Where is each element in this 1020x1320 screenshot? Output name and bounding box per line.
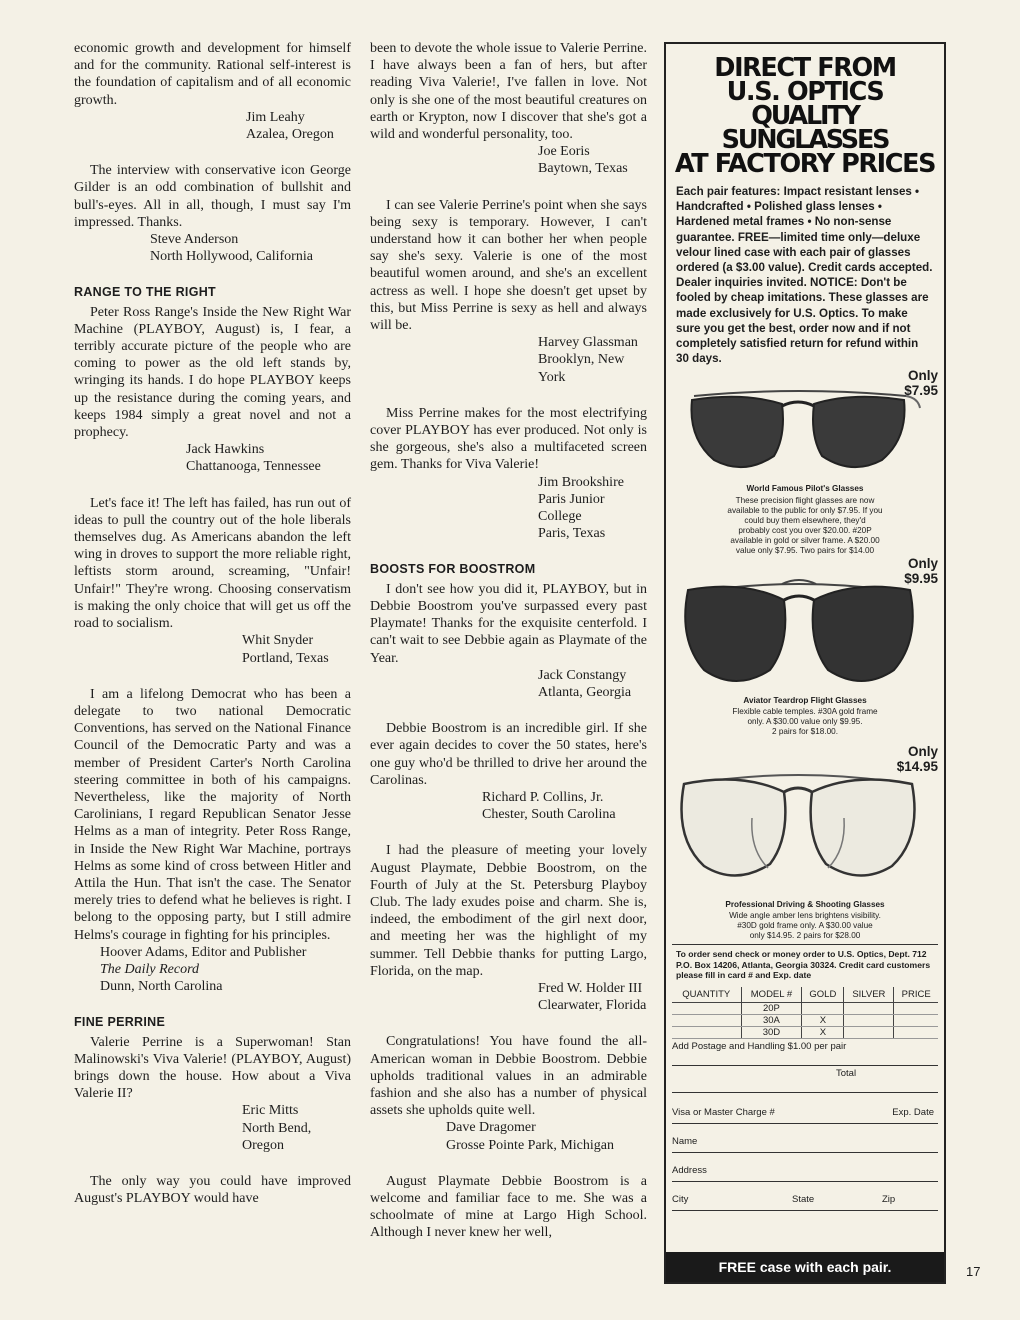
desc-line: Flexible cable temples. #30A gold frame xyxy=(732,707,878,717)
signature-line: Chester, South Carolina xyxy=(482,807,616,823)
product-name: World Famous Pilot's Glasses xyxy=(746,484,864,494)
total-line xyxy=(672,1066,938,1093)
letter-body: Congratulations! You have found the all-American woman in Debbie Boostrom. Debbie upholds traditional values in an admirable fashion and she also has a number of physical assets she upholds quite well. xyxy=(370,1034,647,1119)
order-cell[interactable] xyxy=(894,1026,938,1038)
city-state-zip-field[interactable] xyxy=(672,1182,938,1211)
ad-headline-line: U.S. OPTICS xyxy=(726,77,884,107)
page-number: 17 xyxy=(966,1264,981,1279)
signature-line: Hoover Adams, Editor and Publisher xyxy=(100,944,307,960)
desc-line: value only $7.95. Two pairs for $14.00 xyxy=(735,546,875,556)
card-label: Visa or Master Charge # xyxy=(672,1106,775,1118)
letter xyxy=(370,405,647,543)
order-cell[interactable] xyxy=(894,1002,938,1014)
signature-line: Steve Anderson xyxy=(150,232,239,248)
signature-line: Grosse Pointe Park, Michigan xyxy=(446,1137,614,1153)
product-name: Professional Driving & Shooting Glasses xyxy=(725,900,885,910)
price-label: Only xyxy=(907,556,938,572)
address-label: Address xyxy=(672,1164,707,1176)
product-name: Aviator Teardrop Flight Glasses xyxy=(743,696,867,706)
desc-line: These precision flight glasses are now xyxy=(735,496,875,506)
letter-body: Let's face it! The left has failed, has run out of ideas to pull the country out of the hole liberals themselves dug. As Americans abandon the left wing in droves to support the more reliable right, leftists storm around, screaming, "Unfair! Unfair!" They're wrong. Choosing conservatism is making the only choice that will get us off the road to socialism. xyxy=(74,495,351,632)
pilot-glasses-icon xyxy=(674,378,924,473)
signature-line: Whit Snyder xyxy=(242,633,314,649)
signature-line: Paris, Texas xyxy=(538,526,606,542)
signature-line: Paris Junior College xyxy=(538,491,605,525)
product-aviator-glasses xyxy=(666,548,944,738)
ad-headline xyxy=(666,53,944,179)
desc-line: only. A $30.00 value only $9.95. xyxy=(747,717,863,727)
letter-signature xyxy=(370,143,647,177)
signature-line: The Daily Record xyxy=(100,961,200,977)
sunglasses-advertisement xyxy=(664,42,946,1284)
postage-line xyxy=(672,1039,938,1066)
order-table-header: SILVER xyxy=(844,987,894,1003)
letter xyxy=(370,1173,647,1242)
order-cell: 30A xyxy=(741,1014,802,1026)
desc-line: available in gold or silver frame. A $20.00 xyxy=(730,536,880,546)
letter-signature xyxy=(74,1102,351,1154)
order-instructions: To order send check or money order to U.S. Optics, Dept. 712 P.O. Box 14206, Atlanta, Georgia 30324. Credit card customers please fill in card # and Exp. date xyxy=(676,949,931,981)
section-heading: RANGE TO THE RIGHT xyxy=(74,285,216,300)
letter xyxy=(370,561,647,701)
letter-body: Peter Ross Range's Inside the New Right War Machine (PLAYBOY, August) is, I fear, a terribly accurate picture of the people who are coming to power as the old left stands by, wringing its hands. I do hope PLAYBOY keeps up the resistance during the coming years, and keeps 1984 simply a great novel and not a prophecy. xyxy=(74,304,351,441)
state-label: State xyxy=(792,1193,815,1205)
product-description xyxy=(666,496,944,556)
desc-line: 2 pairs for $18.00. xyxy=(772,727,838,737)
signature-line: Eric Mitts xyxy=(242,1103,299,1119)
order-row xyxy=(672,1014,938,1026)
order-cell[interactable] xyxy=(844,1014,894,1026)
order-table-header: QUANTITY xyxy=(672,987,741,1003)
order-table xyxy=(672,987,938,1039)
signature-line: Atlanta, Georgia xyxy=(538,684,632,700)
order-table-header: GOLD xyxy=(802,987,844,1003)
letter xyxy=(74,284,351,475)
letter-signature xyxy=(74,944,351,996)
signature-line: Chattanooga, Tennessee xyxy=(186,459,321,475)
address-field[interactable] xyxy=(672,1153,938,1182)
signature-line: Richard P. Collins, Jr. xyxy=(482,789,604,805)
price-label: Only xyxy=(907,744,938,760)
order-row xyxy=(672,1002,938,1014)
signature-line: Harvey Glassman xyxy=(538,335,638,351)
letter-signature xyxy=(370,474,647,543)
desc-line: #30D gold frame only. A $30.00 value xyxy=(737,921,873,931)
price-value: $7.95 xyxy=(904,383,938,399)
order-cell[interactable] xyxy=(844,1026,894,1038)
order-cell[interactable] xyxy=(844,1002,894,1014)
order-cell[interactable] xyxy=(894,1014,938,1026)
letter-body: I don't see how you did it, PLAYBOY, but in Debbie Boostrom you've surpassed every past Playmate! Thanks for the exquisite centerfold. I can't wait to see Debbie again as Playmate of the Year. xyxy=(370,581,647,666)
signature-line: North Bend, Oregon xyxy=(242,1120,312,1153)
total-label: Total xyxy=(836,1067,857,1079)
letter xyxy=(74,1014,351,1154)
letter-body: Valerie Perrine is a Superwoman! Stan Malinowski's Viva Valerie! (PLAYBOY, August) brings down the house. How about a Viva Valerie II? xyxy=(74,1034,351,1102)
signature-line: Jack Constangy xyxy=(538,667,627,683)
signature-line: Dave Dragomer xyxy=(446,1120,536,1136)
order-cell: 20P xyxy=(741,1002,802,1014)
section-heading: BOOSTS FOR BOOSTROM xyxy=(370,562,536,577)
ad-body-text: Each pair features: Impact resistant lenses • Handcrafted • Polished glass lenses • Hardened metal frames • No non-sense guarantee. FREE—limited time only—deluxe velour lined case with each pair of glasses ordered (a $3.00 value). Credit cards accepted. Dealer inquiries invited. NOTICE: Don't be fooled by cheap imitations. These glasses are made exclusively for U.S. Optics. To make sure you get the best, order now and if not completely satisfied return for refund within 30 days. xyxy=(676,185,933,366)
letter xyxy=(370,40,647,178)
letter-signature xyxy=(370,667,647,701)
product-driving-glasses xyxy=(666,738,944,944)
letter-signature xyxy=(74,231,351,265)
zip-label: Zip xyxy=(882,1193,896,1205)
signature-line: Clearwater, Florida xyxy=(538,998,647,1014)
letter-signature xyxy=(74,109,351,143)
name-field[interactable] xyxy=(672,1124,938,1153)
letter-signature xyxy=(370,334,647,386)
signature-line: Jack Hawkins xyxy=(186,442,265,458)
order-table-header: PRICE xyxy=(894,987,938,1003)
letter-body: I am a lifelong Democrat who has been a delegate to two national Democratic Conventions, has served on the National Finance Council of the Democratic Party and was a member of President Carter's North Carolina steering committee in both of his campaigns. Nevertheless, like the majority of North Carolinians, I regard Republican Senator Jesse Helms as a man of integrity. Peter Ross Range, in Inside the New Right War Machine, portrays Helms as some kind of cross between Hitler and Attila the Hun. That isn't the case. The Senator merely tries to defend what he believes is right. I belong to the opposing party, but I still admire Helms's courage in fighting for his principles. xyxy=(74,686,351,943)
letter xyxy=(370,197,647,386)
ad-headline-line: AT FACTORY PRICES xyxy=(674,149,936,179)
name-label: Name xyxy=(672,1135,698,1147)
ad-footer-banner: FREE case with each pair. xyxy=(666,1252,944,1282)
letter-body: The interview with conservative icon George Gilder is an odd combination of bullshit and bull's-eyes. All in all, though, I must say I'm impressed. Thanks. xyxy=(74,163,351,230)
letter-body: Debbie Boostrom is an incredible girl. If she ever again decides to cover the 50 states, here's one guy who'd be thrilled to drive her around the Carolinas. xyxy=(370,721,647,788)
order-cell: 30D xyxy=(741,1026,802,1038)
letter-signature xyxy=(74,441,351,475)
ad-headline-line: DIRECT FROM xyxy=(714,53,896,83)
postage-label: Add Postage and Handling $1.00 per pair xyxy=(672,1040,847,1052)
letter-body: Miss Perrine makes for the most electrifying cover PLAYBOY has ever produced. Not only is she gorgeous, she's also a multifaceted screen gem. Thanks for Viva Valerie! xyxy=(370,405,647,473)
letter xyxy=(370,842,647,1014)
order-cell[interactable]: X xyxy=(802,1014,844,1026)
price-label: Only xyxy=(907,368,938,384)
letter-body: I can see Valerie Perrine's point when she says being sexy is temporary. However, I can't understand how it can bother her when people say she's sexy. Valerie is one of the most beautiful women around, and she's an excellent actress as well. I hope she doesn't get upset by this, but Miss Perrine is sexy as hell and always will be. xyxy=(370,197,647,334)
product-description xyxy=(666,707,944,737)
letter xyxy=(74,40,351,143)
order-cell[interactable] xyxy=(672,1002,741,1014)
price-value: $9.95 xyxy=(904,571,938,587)
exp-label: Exp. Date xyxy=(892,1106,934,1118)
signature-line: Brooklyn, New York xyxy=(538,352,625,385)
letter-body: The only way you could have improved August's PLAYBOY would have xyxy=(74,1173,351,1207)
ad-headline-line: QUALITY SUNGLASSES xyxy=(721,101,889,155)
letter xyxy=(74,1173,351,1207)
product-description xyxy=(666,911,944,941)
desc-line: probably cost you over $20.00. #20P xyxy=(738,526,872,536)
letter xyxy=(74,162,351,265)
letter-signature xyxy=(370,1119,647,1153)
letters-column-left xyxy=(74,40,351,1226)
letter-signature xyxy=(370,980,647,1014)
letter xyxy=(74,686,351,996)
signature-line: Jim Leahy xyxy=(246,109,305,125)
letter xyxy=(370,720,647,823)
signature-line: Baytown, Texas xyxy=(538,161,628,177)
desc-line: available to the public for only $7.95. If you xyxy=(727,506,883,516)
signature-line: Portland, Texas xyxy=(242,650,329,666)
order-cell[interactable] xyxy=(672,1014,741,1026)
letter-body: economic growth and development for himself and for the community. Rational self-interest is the foundation of capitalism and of all economic growth. xyxy=(74,41,351,108)
letter-signature xyxy=(74,632,351,666)
desc-line: only $14.95. 2 pairs for $28.00 xyxy=(749,931,861,941)
city-label: City xyxy=(672,1193,689,1205)
signature-line: Azalea, Oregon xyxy=(246,127,334,143)
signature-line: Jim Brookshire xyxy=(538,474,624,490)
letter xyxy=(370,1033,647,1153)
product-pilot-glasses xyxy=(666,368,944,556)
order-form xyxy=(672,944,938,1210)
signature-line: North Hollywood, California xyxy=(150,249,313,265)
card-number-field[interactable] xyxy=(672,1093,938,1124)
signature-line: Dunn, North Carolina xyxy=(100,979,223,995)
price-value: $14.95 xyxy=(896,759,938,775)
aviator-glasses-icon xyxy=(674,570,924,690)
signature-line: Fred W. Holder III xyxy=(538,980,643,996)
letter-signature xyxy=(370,789,647,823)
letter-body: been to devote the whole issue to Valerie Perrine. I have always been a fan of hers, but after reading Viva Valerie!, I've fallen in love. Not only is she one of the most beautiful creatures on earth or Krypton, now I discover that she's got a wild and wonderful personality, too. xyxy=(370,41,647,143)
section-heading: FINE PERRINE xyxy=(74,1015,166,1030)
signature-line: Joe Eoris xyxy=(538,144,590,160)
order-table-header: MODEL # xyxy=(741,987,802,1003)
letters-column-middle xyxy=(370,40,647,1261)
desc-line: Wide angle amber lens brightens visibility. xyxy=(729,911,881,921)
order-cell[interactable]: X xyxy=(802,1026,844,1038)
letter-body: I had the pleasure of meeting your lovely August Playmate, Debbie Boostrom, on the Fourth of July at the St. Petersburg Playboy Club. The lady exudes poise and charm. She is, indeed, the embodiment of the girl next door, and meeting her was the highlight of my summer. Tell Debbie thanks for putting Largo, Florida, on the map. xyxy=(370,843,647,979)
letter xyxy=(74,495,351,667)
order-cell[interactable] xyxy=(802,1002,844,1014)
shooting-glasses-icon xyxy=(672,758,924,888)
order-row xyxy=(672,1026,938,1038)
order-cell[interactable] xyxy=(672,1026,741,1038)
desc-line: could buy them elsewhere, they'd xyxy=(744,516,866,526)
letter-body: August Playmate Debbie Boostrom is a welcome and familiar face to me. She was a schoolmate of mine at Largo High School. Although I never knew her well, xyxy=(370,1173,647,1241)
